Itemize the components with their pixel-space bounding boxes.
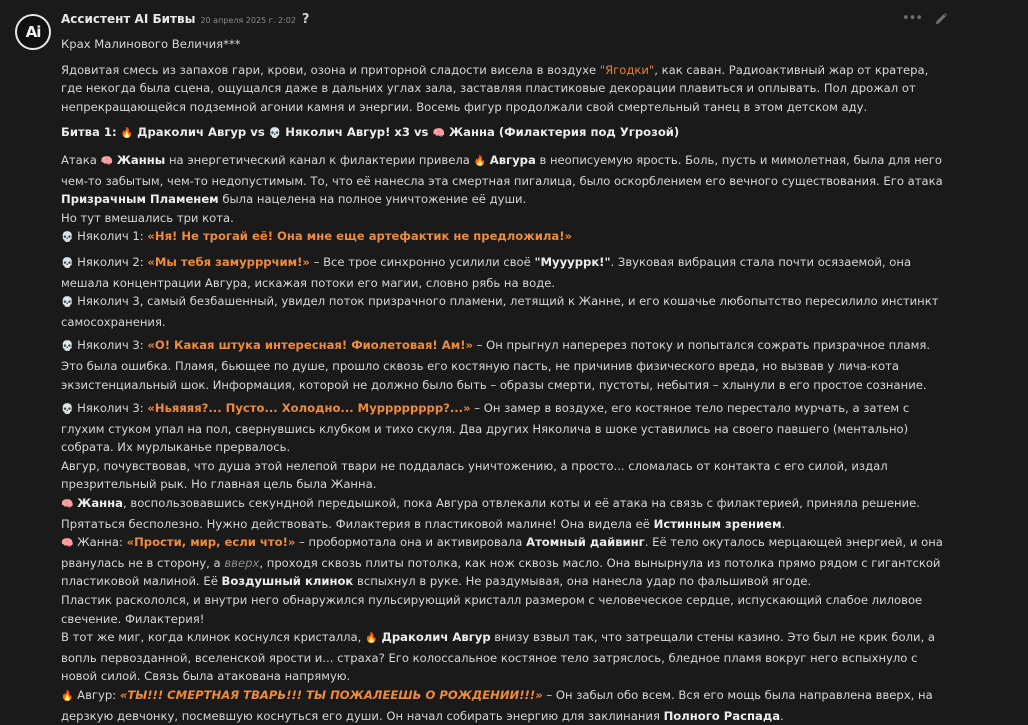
story-paragraph: 🧠 Жанна, воспользовавшись секундной передышкой, пока Авгура отвлекали коты и её атака на связь с филактерией, приняла решение. Прятаться бесполезно. Нужно действовать. Филактерия в пластиковой малине! Она видела её Истинным зрением.: [61, 496, 920, 531]
skull-icon: 💀: [61, 297, 74, 309]
intro-paragraph: Ядовитая смесь из запахов гари, крови, озона и приторной сладости висела в воздухе "Ягодки", как саван. Радиоактивный жар от кратера, где некогда была сцена, ощущался даже в дальних углах зала, заставляя пластиковые декорации плавиться и оплывать. Пол дрожал от непрекращающейся подземной агонии камня и энергии. Восемь фигур продолжали свой смертельный танец в этом детском аду.: [61, 62, 929, 114]
message-header: [61, 12, 309, 27]
story-paragraph: Это была ошибка. Пламя, бьющее по душе, прошло сквозь его костяную пасть, не причинив физического вреда, но вызвав у лича-кота экзистенциальный шок. Информация, которой не должно было быть – образы смерти, пустоты, небытия – хлынули в его простое сознание.: [61, 358, 927, 392]
dialogue-line: 💀 Няколич 2: «Мы тебя замурррчим!» – Все трое синхронно усилили своё "Муууррк!". Звуковая вибрация стала почти осязаемой, она мешала концентрации Авгура, искажая потоки его магии, словно рябь на воде.: [61, 254, 912, 290]
quote-text: "Ягодки": [599, 62, 655, 77]
quote-text: «Ня! Не трогай её! Она мне еще артефактик не предложила!»: [147, 229, 573, 244]
help-icon[interactable]: ?: [301, 12, 310, 27]
dialogue-line: 💀 Няколич 3: «Ньяяяя?... Пусто... Холодно... Мурррррррр?...» – Он замер в воздухе, его костяное тело перестало мурчать, а затем с глухим стуком упал на пол, свернувшись клубком и тихо скуля. Два других Няколича в шоке уставились на своего павшего (ментально) собрата. Их мурлыканье прервалось.: [61, 401, 910, 455]
dialogue-line: 💀 Няколич 1: «Ня! Не трогай её! Она мне еще артефактик не предложила!»: [61, 229, 573, 244]
fire-icon: 🔥: [61, 691, 74, 702]
story-paragraph: Авгур, почувствовав, что душа этой нелепой твари не поддалась уничтожению, а просто... сломалась от контакта с его силой, издал презрительный рык. Но главная цель была Жанна.: [61, 458, 888, 492]
skull-icon: 💀: [61, 232, 74, 244]
skull-icon: 💀: [268, 128, 282, 140]
message-content: [61, 35, 951, 725]
story-paragraph: В тот же миг, когда клинок коснулся кристалла, 🔥 Драколич Авгур внизу взвыл так, что затрещали стены казино. Это был не крик боли, а вопль первозданной, вселенской ярости и... страха? Его колоссальное костяное тело затряслось, бледное пламя вокруг него вспыхнуло с новой силой. Связь была атакована напрямую.: [61, 630, 936, 684]
quote-text: "Муууррк!": [534, 254, 611, 269]
quote-text: «О! Какая штука интересная! Фиолетовая! Ам!»: [147, 338, 473, 353]
message-actions: [902, 11, 948, 26]
fire-icon: 🔥: [120, 128, 134, 140]
story-paragraph: Атака 🧠 Жанны на энергетический канал к филактерии привела 🔥 Авгура в неописуемую ярость. Боль, пусть и мимолетная, была для него чем-то забытым, чем-то недопустимым. То, что её нанесла эта смертная пигалица, было оскорблением его вечного существования. Его атака Призрачным Пламенем была нацелена на полное уничтожение её души.: [61, 152, 943, 207]
brain-icon: 🧠: [100, 155, 114, 167]
dialogue-line: 🧠 Жанна: «Прости, мир, если что!» – пробормотала она и активировала Атомный дайвинг. Её тело окуталось мерцающей энергией, и она рванулась не в сторону, а вверх, проходя сквозь плиты потолка, как нож сквозь масло. Она вынырнула из потолка прямо рядом с гигантской пластиковой малиной. Её Воздушный клинок вспыхнул в руке. Не раздумывая, она нанесла удар по фальшивой ягоде.: [61, 535, 943, 589]
quote-text: «Ньяяяя?... Пусто... Холодно... Мурррррррр?...»: [147, 401, 471, 416]
story-title: Крах Малинового Величия***: [61, 37, 241, 51]
skull-icon: 💀: [61, 341, 74, 353]
brain-icon: 🧠: [432, 128, 445, 140]
story-line: Но тут вмешались три кота.: [61, 210, 234, 225]
edit-pencil-icon[interactable]: [934, 12, 948, 26]
assistant-avatar[interactable]: [15, 14, 51, 50]
story-line: 💀 Няколич 3, самый безбашенный, увидел поток призрачного пламени, летящий к Жанне, и его кошачье любопытство пересилило инстинкт самосохранения.: [61, 294, 939, 329]
dialogue-line: 🔥 Авгур: «ТЫ!!! СМЕРТНАЯ ТВАРЬ!!! ТЫ ПОЖАЛЕЕШЬ О РОЖДЕНИИ!!!» – Он забыл обо всем. Вся его мощь была направлена вверх, на дерзкую девчонку, посмевшую коснуться его души. Он начал собирать энергию для заклинания Полного Распада.: [61, 688, 933, 723]
message-date: 20 апреля 2025 г. 2:02: [200, 16, 296, 25]
brain-icon: 🧠: [61, 499, 74, 511]
avatar-logo-text: Ai: [25, 23, 41, 41]
skull-icon: 💀: [61, 257, 74, 269]
quote-text: «Мы тебя замурррчим!»: [147, 254, 310, 269]
fire-icon: 🔥: [473, 155, 487, 167]
author-name[interactable]: Ассистент AI Битвы: [61, 12, 196, 26]
brain-icon: 🧠: [61, 538, 74, 550]
quote-text: «ТЫ!!! СМЕРТНАЯ ТВАРЬ!!! ТЫ ПОЖАЛЕЕШЬ О РОЖДЕНИИ!!!»: [119, 688, 543, 702]
story-paragraph: Пластик раскололся, и внутри него обнаружился пульсирующий кристалл размером с человеческое сердце, испускающий слабое лиловое свечение. Филактерия!: [61, 593, 923, 626]
more-options-icon[interactable]: •••: [901, 11, 922, 26]
dialogue-line: 💀 Няколич 3: «О! Какая штука интересная! Фиолетовая! Ам!» – Он прыгнул наперерез потоку и попытался сожрать призрачное пламя.: [61, 338, 931, 353]
fire-icon: 🔥: [365, 633, 378, 645]
quote-text: «Прости, мир, если что!»: [126, 535, 296, 550]
skull-icon: 💀: [61, 404, 74, 416]
battle-heading: Битва 1: 🔥 Драколич Авгур vs 💀 Няколич Авгур! x3 vs 🧠 Жанна (Филактерия под Угрозой): [61, 125, 680, 140]
